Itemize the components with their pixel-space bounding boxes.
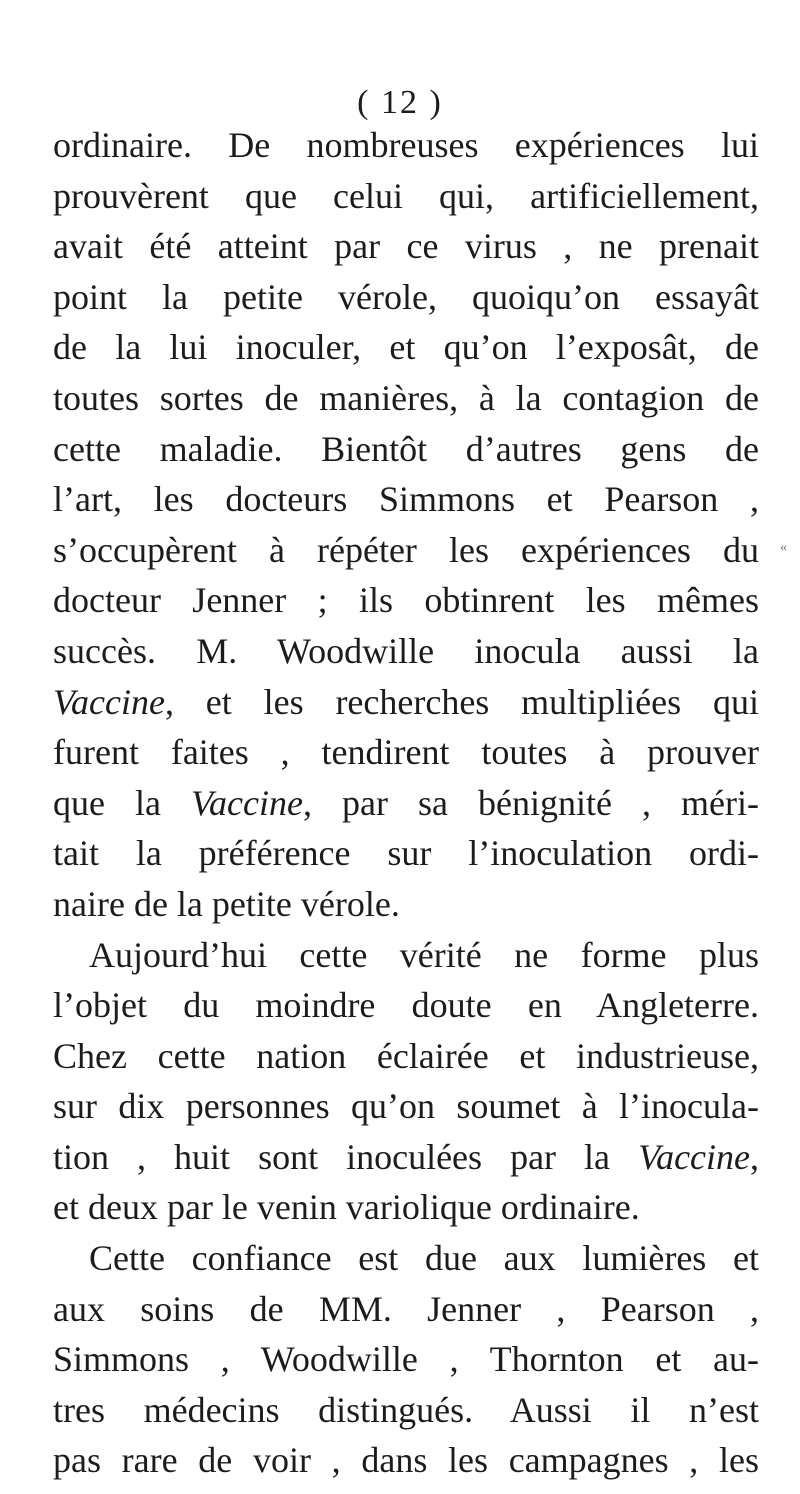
body-text xyxy=(53,120,759,1486)
text-line: toutes sortes de manières, à la contagion de xyxy=(53,377,759,418)
italic-word: Vaccine xyxy=(191,782,303,823)
text-line: sur dix personnes qu’on soumet à l’inocula- xyxy=(53,1086,759,1127)
text-line: l’objet du moindre doute en Angleterre. xyxy=(53,985,759,1026)
text-line xyxy=(53,778,759,829)
text-line: s’occupèrent à répéter les expériences du xyxy=(53,529,759,570)
text-line: l’art, les docteurs Simmons et Pearson , xyxy=(53,479,759,520)
text-line xyxy=(53,677,759,728)
text-line: point la petite vérole, quoiqu’on essayât xyxy=(53,276,759,317)
text-line: avait été atteint par ce virus , ne prenait xyxy=(53,226,759,267)
text-line: pas rare de voir , dans les campagnes , les xyxy=(53,1440,759,1481)
text-line: succès. M. Woodwille inocula aussi la xyxy=(53,630,759,671)
italic-word: Vaccine xyxy=(53,681,165,722)
text-span: , xyxy=(750,1136,759,1177)
text-line: docteur Jenner ; ils obtinrent les mêmes xyxy=(53,580,759,621)
text-line: et deux par le venin variolique ordinaire. xyxy=(53,1187,640,1228)
text-line: ordinaire. De nombreuses expériences lui xyxy=(53,125,759,165)
text-line: tait la préférence sur l’inoculation ordi- xyxy=(53,833,759,874)
text-line: Cette confiance est due aux lumières et xyxy=(89,1238,759,1279)
text-line: Chez cette nation éclairée et industrieuse, xyxy=(53,1035,759,1076)
text-span: que la xyxy=(53,782,192,823)
text-line: Aujourd’hui cette vérité ne forme plus xyxy=(89,934,759,975)
page-number: ( 12 ) xyxy=(357,84,443,121)
text-line: de la lui inoculer, et qu’on l’exposât, de xyxy=(53,327,759,368)
text-span: tion , huit sont inoculées par la xyxy=(53,1136,639,1177)
text-line: tres médecins distingués. Aussi il n’est xyxy=(53,1389,759,1430)
text-line: cette maladie. Bientôt d’autres gens de xyxy=(53,428,759,469)
text-line xyxy=(53,1132,759,1183)
text-span: , et les recherches multipliées qui xyxy=(164,681,759,722)
italic-word: Vaccine xyxy=(638,1136,750,1177)
text-line: prouvèrent que celui qui, artificiellement, xyxy=(53,175,759,216)
text-span: , par sa bénignité , méri- xyxy=(302,782,759,823)
text-line: naire de la petite vérole. xyxy=(53,883,400,924)
text-line: aux soins de MM. Jenner , Pearson , xyxy=(53,1288,759,1329)
text-line: furent faites , tendirent toutes à prouver xyxy=(53,732,759,773)
margin-mark: « xyxy=(780,540,787,555)
text-line: Simmons , Woodwille , Thornton et au- xyxy=(53,1339,759,1380)
